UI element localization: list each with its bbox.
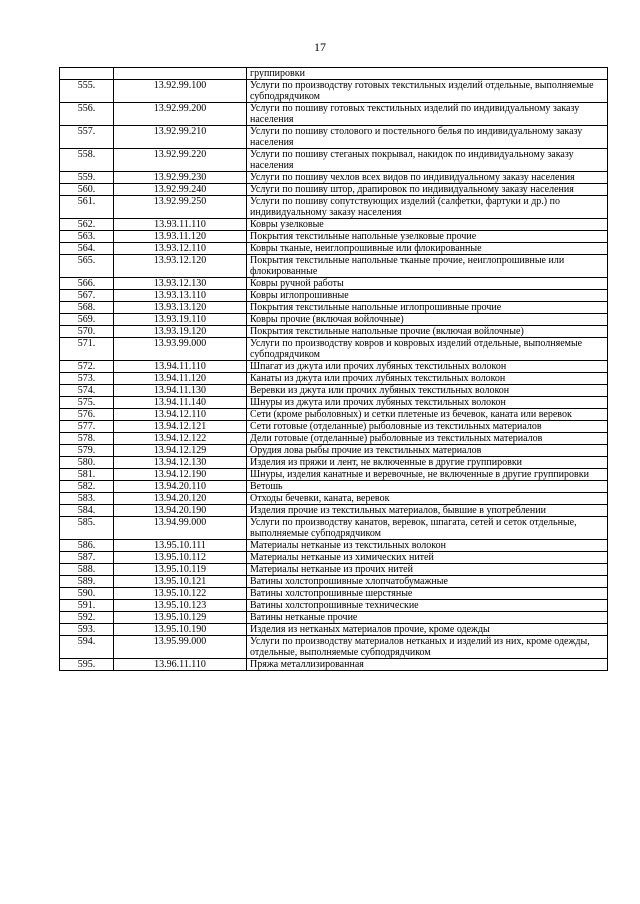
table-row <box>60 659 608 671</box>
description-cell: Отходы бечевки, каната, веревок <box>247 493 608 505</box>
description-cell: Услуги по пошиву стеганых покрывал, накидок по индивидуальному заказу населения <box>247 149 608 172</box>
row-number-cell: 562. <box>60 219 114 231</box>
code-cell: 13.92.99.240 <box>114 184 247 196</box>
table-row <box>60 373 608 385</box>
description-cell: Услуги по пошиву чехлов всех видов по индивидуальному заказу населения <box>247 172 608 184</box>
description-cell: Материалы нетканые из прочих нитей <box>247 564 608 576</box>
row-number-cell: 591. <box>60 600 114 612</box>
code-cell: 13.94.12.110 <box>114 409 247 421</box>
description-cell: Услуги по пошиву готовых текстильных изделий по индивидуальному заказу населения <box>247 103 608 126</box>
code-cell: 13.95.10.112 <box>114 552 247 564</box>
code-cell <box>114 68 247 80</box>
table-row <box>60 397 608 409</box>
description-cell: Шпагат из джута или прочих лубяных текстильных волокон <box>247 361 608 373</box>
table-row <box>60 80 608 103</box>
code-cell: 13.94.11.140 <box>114 397 247 409</box>
code-cell: 13.94.11.130 <box>114 385 247 397</box>
table-row <box>60 126 608 149</box>
description-cell: Ковры ручной работы <box>247 278 608 290</box>
description-cell: Канаты из джута или прочих лубяных текстильных волокон <box>247 373 608 385</box>
table-row <box>60 552 608 564</box>
description-cell: Услуги по производству ковров и ковровых изделий отдельные, выполняемые субподрядчиком <box>247 338 608 361</box>
description-cell: Покрытия текстильные напольные иглопрошивные прочие <box>247 302 608 314</box>
description-cell: Услуги по производству готовых текстильных изделий отдельные, выполняемые субподрядчиком <box>247 80 608 103</box>
description-cell: Веревки из джута или прочих лубяных текстильных волокон <box>247 385 608 397</box>
description-cell: Ковры узелковые <box>247 219 608 231</box>
row-number-cell: 568. <box>60 302 114 314</box>
description-cell: Орудия лова рыбы прочие из текстильных материалов <box>247 445 608 457</box>
row-number-cell: 586. <box>60 540 114 552</box>
description-cell: Дели готовые (отделанные) рыболовные из текстильных материалов <box>247 433 608 445</box>
description-cell: Ватины холстопрошивные технические <box>247 600 608 612</box>
table-row <box>60 243 608 255</box>
table-row <box>60 278 608 290</box>
table-row <box>60 564 608 576</box>
row-number-cell: 583. <box>60 493 114 505</box>
row-number-cell: 576. <box>60 409 114 421</box>
table-row <box>60 481 608 493</box>
row-number-cell: 559. <box>60 172 114 184</box>
table-row <box>60 421 608 433</box>
row-number-cell: 570. <box>60 326 114 338</box>
codes-table <box>59 67 608 671</box>
description-cell: группировки <box>247 68 608 80</box>
table-row <box>60 290 608 302</box>
row-number-cell: 589. <box>60 576 114 588</box>
table-row <box>60 196 608 219</box>
code-cell: 13.94.99.000 <box>114 517 247 540</box>
description-cell: Ватины холстопрошивные шерстяные <box>247 588 608 600</box>
code-cell: 13.93.12.110 <box>114 243 247 255</box>
code-cell: 13.93.11.120 <box>114 231 247 243</box>
code-cell: 13.94.11.120 <box>114 373 247 385</box>
code-cell: 13.94.12.130 <box>114 457 247 469</box>
table-row <box>60 68 608 80</box>
table-row <box>60 103 608 126</box>
code-cell: 13.94.12.122 <box>114 433 247 445</box>
table-row <box>60 517 608 540</box>
code-cell: 13.95.10.129 <box>114 612 247 624</box>
row-number-cell: 558. <box>60 149 114 172</box>
table-row <box>60 540 608 552</box>
table-row <box>60 409 608 421</box>
row-number-cell: 595. <box>60 659 114 671</box>
description-cell: Ветошь <box>247 481 608 493</box>
row-number-cell: 579. <box>60 445 114 457</box>
row-number-cell: 557. <box>60 126 114 149</box>
code-cell: 13.92.99.220 <box>114 149 247 172</box>
row-number-cell: 584. <box>60 505 114 517</box>
row-number-cell: 561. <box>60 196 114 219</box>
code-cell: 13.94.20.110 <box>114 481 247 493</box>
row-number-cell: 564. <box>60 243 114 255</box>
table-row <box>60 505 608 517</box>
description-cell: Покрытия текстильные напольные прочие (включая войлочные) <box>247 326 608 338</box>
table-row <box>60 445 608 457</box>
code-cell: 13.93.19.110 <box>114 314 247 326</box>
row-number-cell: 588. <box>60 564 114 576</box>
description-cell: Услуги по пошиву столового и постельного белья по индивидуальному заказу населения <box>247 126 608 149</box>
code-cell: 13.95.10.190 <box>114 624 247 636</box>
code-cell: 13.94.12.190 <box>114 469 247 481</box>
table-row <box>60 255 608 278</box>
codes-table-body <box>60 68 608 671</box>
code-cell: 13.92.99.250 <box>114 196 247 219</box>
description-cell: Изделия из пряжи и лент, не включенные в другие группировки <box>247 457 608 469</box>
description-cell: Шнуры, изделия канатные и веревочные, не включенные в другие группировки <box>247 469 608 481</box>
table-row <box>60 433 608 445</box>
code-cell: 13.95.10.111 <box>114 540 247 552</box>
table-row <box>60 493 608 505</box>
description-cell: Материалы нетканые из текстильных волокон <box>247 540 608 552</box>
code-cell: 13.93.12.130 <box>114 278 247 290</box>
row-number-cell: 567. <box>60 290 114 302</box>
row-number-cell: 590. <box>60 588 114 600</box>
code-cell: 13.93.12.120 <box>114 255 247 278</box>
row-number-cell: 572. <box>60 361 114 373</box>
table-row <box>60 588 608 600</box>
table-row <box>60 385 608 397</box>
table-row <box>60 302 608 314</box>
code-cell: 13.93.13.110 <box>114 290 247 302</box>
table-row <box>60 457 608 469</box>
table-row <box>60 469 608 481</box>
code-cell: 13.92.99.100 <box>114 80 247 103</box>
code-cell: 13.93.19.120 <box>114 326 247 338</box>
row-number-cell <box>60 68 114 80</box>
row-number-cell: 592. <box>60 612 114 624</box>
row-number-cell: 582. <box>60 481 114 493</box>
description-cell: Пряжа металлизированная <box>247 659 608 671</box>
table-row <box>60 172 608 184</box>
row-number-cell: 575. <box>60 397 114 409</box>
code-cell: 13.93.99.000 <box>114 338 247 361</box>
code-cell: 13.96.11.110 <box>114 659 247 671</box>
description-cell: Изделия из нетканых материалов прочие, кроме одежды <box>247 624 608 636</box>
description-cell: Ватины нетканые прочие <box>247 612 608 624</box>
row-number-cell: 581. <box>60 469 114 481</box>
code-cell: 13.95.99.000 <box>114 636 247 659</box>
row-number-cell: 578. <box>60 433 114 445</box>
table-row <box>60 576 608 588</box>
page-number: 17 <box>314 40 326 54</box>
row-number-cell: 574. <box>60 385 114 397</box>
description-cell: Услуги по пошиву штор, драпировок по индивидуальному заказу населения <box>247 184 608 196</box>
table-row <box>60 600 608 612</box>
description-cell: Покрытия текстильные напольные узелковые прочие <box>247 231 608 243</box>
row-number-cell: 580. <box>60 457 114 469</box>
row-number-cell: 571. <box>60 338 114 361</box>
row-number-cell: 585. <box>60 517 114 540</box>
row-number-cell: 555. <box>60 80 114 103</box>
table-row <box>60 149 608 172</box>
code-cell: 13.94.20.120 <box>114 493 247 505</box>
row-number-cell: 563. <box>60 231 114 243</box>
code-cell: 13.94.12.121 <box>114 421 247 433</box>
code-cell: 13.95.10.122 <box>114 588 247 600</box>
row-number-cell: 560. <box>60 184 114 196</box>
description-cell: Ковры тканые, неиглопрошивные или флокированные <box>247 243 608 255</box>
description-cell: Покрытия текстильные напольные тканые прочие, неиглопрошивные или флокированные <box>247 255 608 278</box>
table-row <box>60 326 608 338</box>
table-row <box>60 636 608 659</box>
code-cell: 13.95.10.123 <box>114 600 247 612</box>
table-row <box>60 231 608 243</box>
row-number-cell: 593. <box>60 624 114 636</box>
description-cell: Шнуры из джута или прочих лубяных текстильных волокон <box>247 397 608 409</box>
row-number-cell: 569. <box>60 314 114 326</box>
table-row <box>60 361 608 373</box>
code-cell: 13.93.13.120 <box>114 302 247 314</box>
table-row <box>60 184 608 196</box>
code-cell: 13.94.20.190 <box>114 505 247 517</box>
description-cell: Сети готовые (отделанные) рыболовные из текстильных материалов <box>247 421 608 433</box>
code-cell: 13.93.11.110 <box>114 219 247 231</box>
table-row <box>60 314 608 326</box>
table-row <box>60 338 608 361</box>
description-cell: Услуги по пошиву сопутствующих изделий (салфетки, фартуки и др.) по индивидуальному заказу населения <box>247 196 608 219</box>
table-row <box>60 219 608 231</box>
table-row <box>60 612 608 624</box>
row-number-cell: 566. <box>60 278 114 290</box>
description-cell: Сети (кроме рыболовных) и сетки плетеные из бечевок, каната или веревок <box>247 409 608 421</box>
description-cell: Ковры прочие (включая войлочные) <box>247 314 608 326</box>
row-number-cell: 577. <box>60 421 114 433</box>
row-number-cell: 573. <box>60 373 114 385</box>
row-number-cell: 565. <box>60 255 114 278</box>
description-cell: Изделия прочие из текстильных материалов, бывшие в употреблении <box>247 505 608 517</box>
row-number-cell: 594. <box>60 636 114 659</box>
description-cell: Материалы нетканые из химических нитей <box>247 552 608 564</box>
description-cell: Ватины холстопрошивные хлопчатобумажные <box>247 576 608 588</box>
code-cell: 13.92.99.200 <box>114 103 247 126</box>
code-cell: 13.94.11.110 <box>114 361 247 373</box>
description-cell: Услуги по производству канатов, веревок, шпагата, сетей и сеток отдельные, выполняемые субподрядчиком <box>247 517 608 540</box>
code-cell: 13.92.99.210 <box>114 126 247 149</box>
code-cell: 13.95.10.119 <box>114 564 247 576</box>
description-cell: Ковры иглопрошивные <box>247 290 608 302</box>
code-cell: 13.92.99.230 <box>114 172 247 184</box>
description-cell: Услуги по производству материалов нетканых и изделий из них, кроме одежды, отдельные, выполняемые субподрядчиком <box>247 636 608 659</box>
code-cell: 13.95.10.121 <box>114 576 247 588</box>
row-number-cell: 556. <box>60 103 114 126</box>
table-row <box>60 624 608 636</box>
row-number-cell: 587. <box>60 552 114 564</box>
code-cell: 13.94.12.129 <box>114 445 247 457</box>
